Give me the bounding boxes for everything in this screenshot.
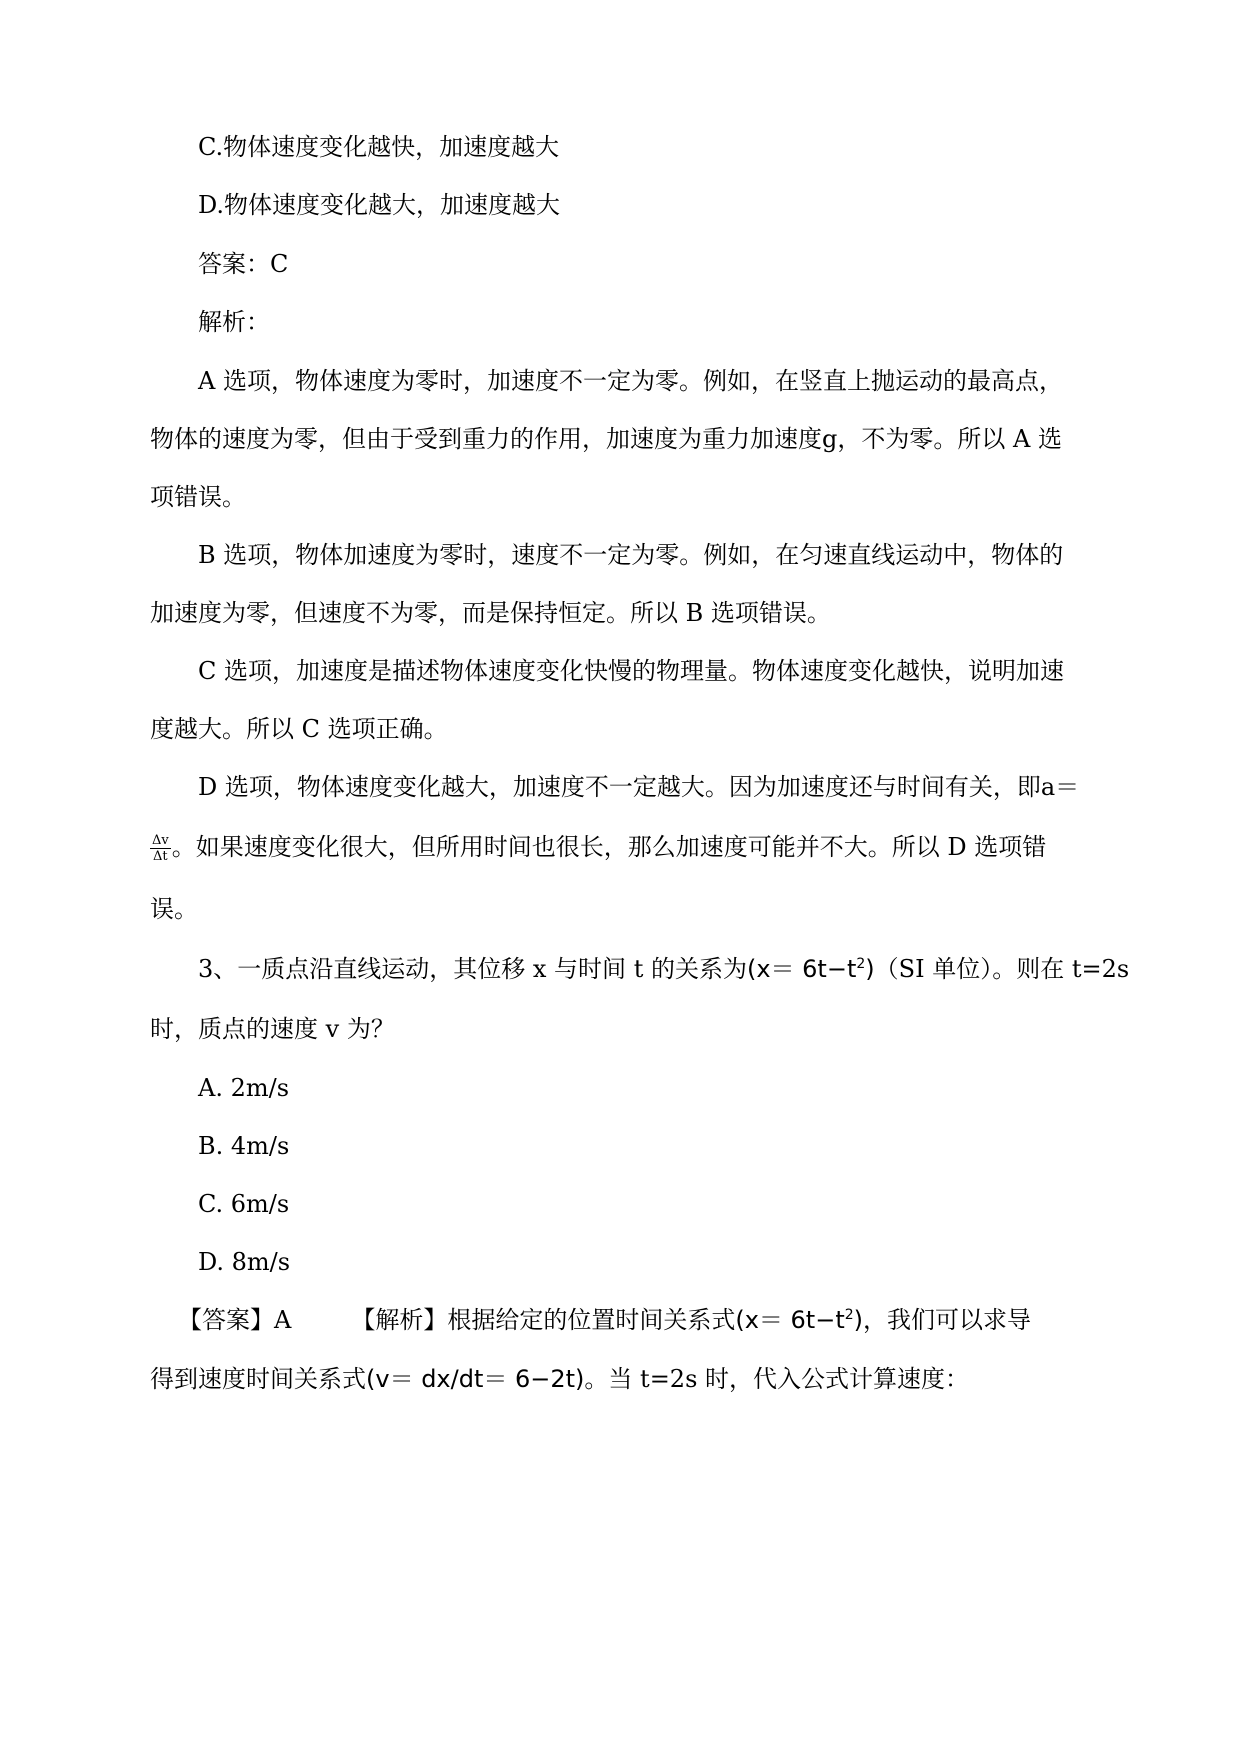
analysis-a-line2: 物体的速度为零，但由于受到重力的作用，加速度为重力加速度g，不为零。所以 A 选 xyxy=(150,425,1062,453)
question3-analysis-label: 【解析】 xyxy=(351,1306,448,1334)
question3-stem-prefix: 3、一质点沿直线运动，其位移 x 与时间 t 的关系为 xyxy=(198,955,747,983)
analysis-d-line2 xyxy=(150,830,1100,864)
analysis-d-line1: D 选项，物体速度变化越大，加速度不一定越大。因为加速度还与时间有关，即a＝ xyxy=(198,773,1080,801)
formula-exponent: 2 xyxy=(844,1307,854,1323)
analysis-label: 解析： xyxy=(198,308,270,336)
question3-analysis-formula2: (v＝ dx/dt＝ 6−2t) xyxy=(366,1365,585,1393)
question3-option-c: C. 6m/s xyxy=(198,1190,290,1218)
formula-base: (x＝ 6t−t xyxy=(735,1306,845,1334)
analysis-a-line1: A 选项，物体速度为零时，加速度不一定为零。例如，在竖直上抛运动的最高点， xyxy=(198,367,1063,395)
question3-answer: 【答案】A xyxy=(178,1306,292,1334)
question3-formula xyxy=(747,955,875,983)
analysis-c-line2: 度越大。所以 C 选项正确。 xyxy=(150,715,448,743)
analysis-d-line2-text: 。如果速度变化很大，但所用时间也很长，那么加速度可能并不大。所以 D 选项错 xyxy=(171,833,1047,861)
question3-option-d: D. 8m/s xyxy=(198,1248,291,1276)
formula-base: (x＝ 6t−t xyxy=(746,955,857,983)
analysis-b-line1: B 选项，物体加速度为零时，速度不一定为零。例如，在匀速直线运动中，物体的 xyxy=(198,541,1064,569)
fraction-numerator: Δv xyxy=(152,833,169,848)
formula-close: ) xyxy=(865,955,875,983)
delta-fraction xyxy=(150,833,171,864)
analysis-d-line3: 误。 xyxy=(150,895,198,923)
question3-analysis-text1: 根据给定的位置时间关系式 xyxy=(447,1306,736,1334)
formula-exponent: 2 xyxy=(856,956,866,972)
formula-close: ) xyxy=(853,1306,864,1334)
answer-line: 答案：C xyxy=(198,250,289,278)
analysis-a-line3: 项错误。 xyxy=(150,483,246,511)
question3-option-a: A. 2m/s xyxy=(198,1074,290,1102)
analysis-b-line2: 加速度为零，但速度不为零，而是保持恒定。所以 B 选项错误。 xyxy=(150,599,831,627)
question3-option-b: B. 4m/s xyxy=(198,1132,290,1160)
question3-stem-suffix: （SI 单位）。则在 t=2s xyxy=(874,955,1130,983)
question3-analysis-line2-suffix: 。当 t=2s 时，代入公式计算速度： xyxy=(584,1365,970,1393)
question3-stem-line2: 时，质点的速度 v 为？ xyxy=(150,1015,395,1043)
question3-analysis-formula1 xyxy=(735,1306,863,1334)
question3-analysis-line2-prefix: 得到速度时间关系式 xyxy=(150,1365,366,1393)
question3-analysis-line2 xyxy=(150,1362,1100,1396)
question3-analysis-text2: ，我们可以求导 xyxy=(863,1306,1032,1334)
question3-stem-line1 xyxy=(198,952,1148,986)
option-c: C.物体速度变化越快，加速度越大 xyxy=(198,133,560,161)
question3-answer-line xyxy=(178,1303,1128,1337)
analysis-c-line1: C 选项，加速度是描述物体速度变化快慢的物理量。物体速度变化越快，说明加速 xyxy=(198,657,1064,685)
option-d: D.物体速度变化越大，加速度越大 xyxy=(198,191,561,219)
fraction-denominator: Δt xyxy=(153,849,168,864)
